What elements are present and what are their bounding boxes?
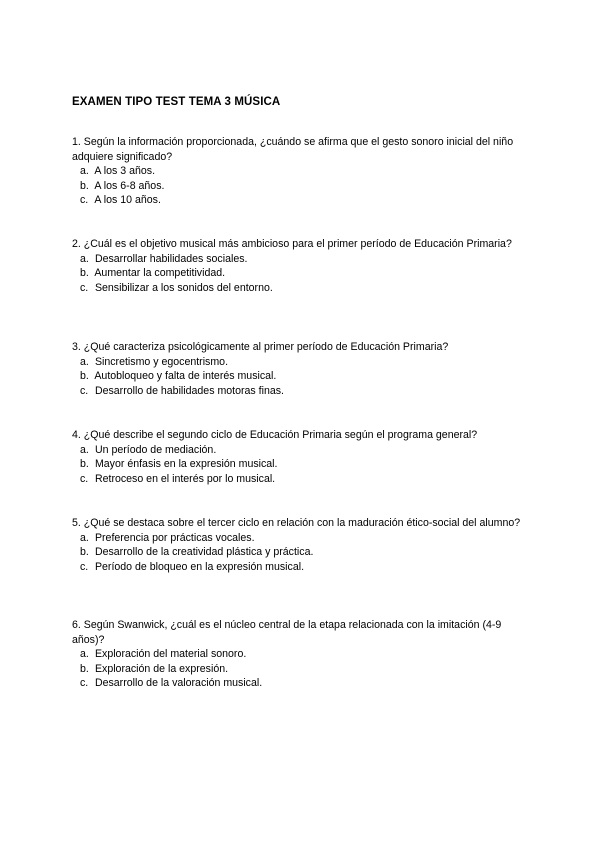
option-b	[72, 662, 532, 677]
option-text: Desarrollo de la valoración musical.	[94, 677, 263, 690]
option-a	[72, 531, 532, 546]
option-text: Retroceso en el interés por lo musical.	[94, 472, 276, 485]
option-letter: c.	[80, 281, 89, 294]
option-c	[72, 281, 532, 296]
option-text: Un período de mediación.	[94, 443, 217, 456]
options-list	[72, 647, 532, 691]
option-c	[72, 193, 532, 208]
option-text: Autobloqueo y falta de interés musical.	[94, 370, 277, 383]
option-text: Sensibilizar a los sonidos del entorno.	[94, 281, 273, 294]
question-5	[72, 516, 532, 574]
option-letter: b.	[80, 267, 89, 280]
option-letter: a.	[80, 443, 89, 456]
option-text: Desarrollo de la creatividad plástica y práctica.	[94, 546, 314, 559]
option-text: A los 6-8 años.	[94, 179, 165, 192]
option-letter: b.	[80, 370, 89, 383]
question-text: 2. ¿Cuál es el objetivo musical más ambicioso para el primer período de Educación Primaria?	[72, 238, 512, 250]
question-6	[72, 618, 532, 691]
option-a	[72, 647, 532, 662]
option-letter: a.	[80, 165, 89, 178]
option-text: Preferencia por prácticas vocales.	[94, 531, 255, 544]
option-letter: a.	[80, 648, 89, 661]
document-title: EXAMEN TIPO TEST TEMA 3 MÚSICA	[72, 96, 281, 108]
option-letter: c.	[80, 384, 89, 397]
option-letter: b.	[80, 662, 89, 675]
option-text: Aumentar la competitividad.	[94, 267, 226, 280]
question-text: 4. ¿Qué describe el segundo ciclo de Educación Primaria según el programa general?	[72, 429, 478, 441]
option-c	[72, 384, 532, 399]
option-text: Desarrollar habilidades sociales.	[94, 252, 248, 265]
option-text: Desarrollo de habilidades motoras finas.	[94, 384, 284, 397]
option-b	[72, 545, 532, 560]
option-c	[72, 676, 532, 691]
option-a	[72, 355, 532, 370]
option-text: Período de bloqueo en la expresión musical.	[94, 560, 305, 573]
question-1	[72, 135, 532, 208]
option-letter: a.	[80, 355, 89, 368]
option-text: A los 3 años.	[94, 165, 156, 178]
options-list	[72, 252, 532, 296]
question-text: 6. Según Swanwick, ¿cuál es el núcleo central de la etapa relacionada con la imitación (4-9 años)?	[72, 619, 502, 646]
option-b	[72, 179, 532, 194]
option-c	[72, 560, 532, 575]
option-text: Exploración del material sonoro.	[94, 648, 247, 661]
options-list	[72, 355, 532, 399]
option-letter: c.	[80, 472, 89, 485]
option-letter: c.	[80, 194, 89, 207]
option-b	[72, 369, 532, 384]
question-text: 5. ¿Qué se destaca sobre el tercer ciclo en relación con la maduración ético-social del alumno?	[72, 517, 521, 529]
option-text: A los 10 años.	[94, 194, 161, 207]
option-letter: c.	[80, 560, 89, 573]
options-list	[72, 443, 532, 487]
options-list	[72, 164, 532, 208]
option-a	[72, 164, 532, 179]
question-2	[72, 237, 532, 295]
option-a	[72, 443, 532, 458]
option-letter: b.	[80, 546, 89, 559]
option-letter: a.	[80, 531, 89, 544]
option-b	[72, 266, 532, 281]
option-text: Exploración de la expresión.	[94, 662, 229, 675]
options-list	[72, 531, 532, 575]
option-c	[72, 472, 532, 487]
question-text: 1. Según la información proporcionada, ¿cuándo se afirma que el gesto sonoro inicial del niño adquiere significado?	[72, 136, 514, 163]
option-text: Sincretismo y egocentrismo.	[94, 355, 229, 368]
question-4	[72, 428, 532, 486]
option-letter: b.	[80, 179, 89, 192]
option-a	[72, 252, 532, 267]
option-b	[72, 457, 532, 472]
option-letter: b.	[80, 458, 89, 471]
option-letter: a.	[80, 252, 89, 265]
question-text: 3. ¿Qué caracteriza psicológicamente al primer período de Educación Primaria?	[72, 341, 449, 353]
option-text: Mayor énfasis en la expresión musical.	[94, 458, 278, 471]
option-letter: c.	[80, 677, 89, 690]
question-3	[72, 340, 532, 398]
